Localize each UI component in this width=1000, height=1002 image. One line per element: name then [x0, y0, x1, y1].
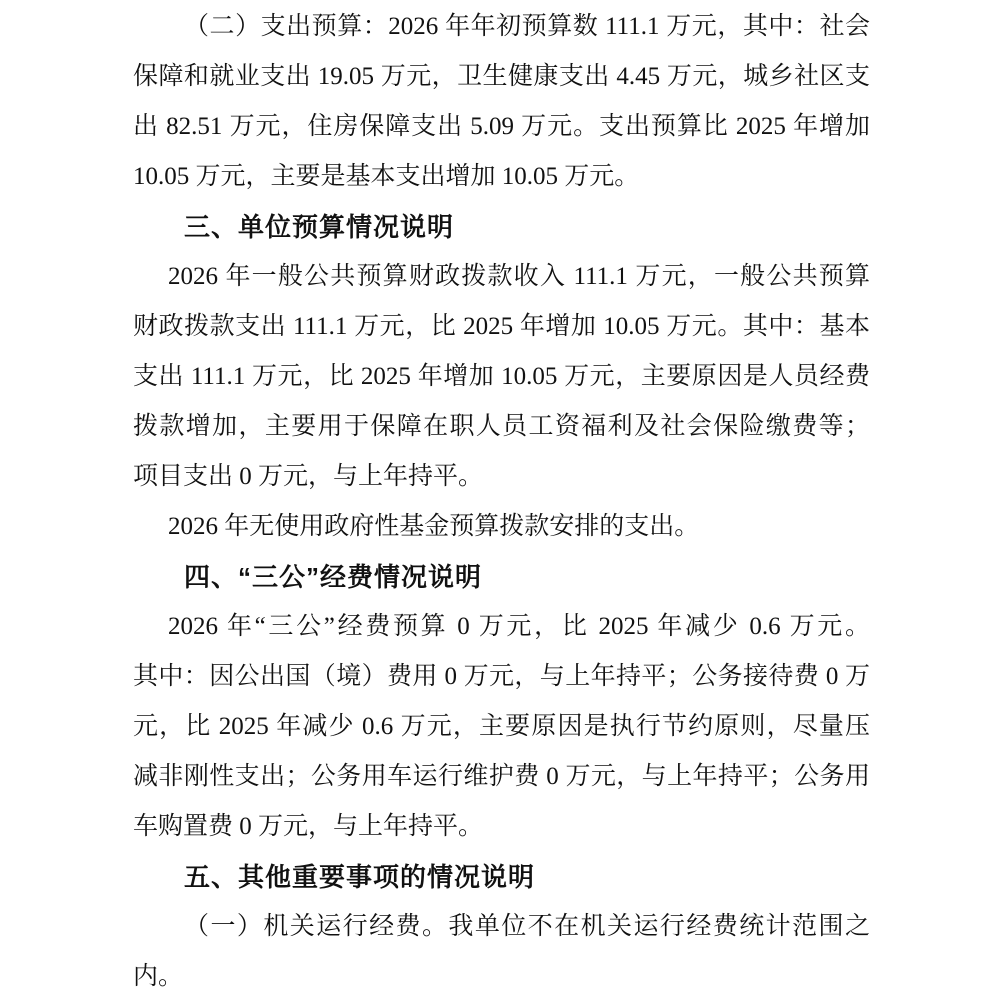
- text-line: 其中：因公出国（境）费用 0 万元，与上年持平；公务接待费 0 万: [133, 663, 870, 690]
- text-line: 财政拨款支出 111.1 万元，比 2025 年增加 10.05 万元。其中：基本: [133, 313, 870, 340]
- text-line: 出 82.51 万元，住房保障支出 5.09 万元。支出预算比 2025 年增加: [133, 113, 870, 140]
- text-line: 项目支出 0 万元，与上年持平。: [133, 463, 484, 490]
- section-heading-5: 五、其他重要事项的情况说明: [184, 862, 536, 892]
- text-line: （二）支出预算：2026 年年初预算数 111.1 万元，其中：社会: [184, 13, 870, 40]
- text-line: 车购置费 0 万元，与上年持平。: [133, 813, 484, 840]
- text-line: 2026 年一般公共预算财政拨款收入 111.1 万元，一般公共预算: [168, 263, 870, 290]
- text-line: 2026 年“三公”经费预算 0 万元，比 2025 年减少 0.6 万元。: [168, 613, 870, 640]
- text-line: 减非刚性支出；公务用车运行维护费 0 万元，与上年持平；公务用: [133, 763, 870, 790]
- text-line: （一）机关运行经费。我单位不在机关运行经费统计范围之: [184, 913, 870, 940]
- text-line: 拨款增加，主要用于保障在职人员工资福利及社会保险缴费等；: [133, 413, 870, 440]
- paragraph-three-public-expenses: [133, 602, 870, 852]
- paragraph-agency-operating-funds: [133, 902, 870, 1002]
- paragraph-unit-budget-explanation: [133, 252, 870, 502]
- text-line: 内。: [133, 963, 184, 990]
- text-line: 保障和就业支出 19.05 万元，卫生健康支出 4.45 万元，城乡社区支: [133, 63, 870, 90]
- text-line: 10.05 万元，主要是基本支出增加 10.05 万元。: [133, 163, 640, 190]
- text-line: 支出 111.1 万元，比 2025 年增加 10.05 万元，主要原因是人员经费: [133, 363, 870, 390]
- paragraph-government-fund: [133, 502, 870, 552]
- text-line: 2026 年无使用政府性基金预算拨款安排的支出。: [168, 513, 700, 540]
- document-content: [133, 2, 870, 1002]
- text-line: 元，比 2025 年减少 0.6 万元，主要原因是执行节约原则，尽量压: [133, 713, 870, 740]
- paragraph-expenditure-budget: [133, 2, 870, 202]
- section-heading-3: 三、单位预算情况说明: [184, 212, 455, 242]
- section-heading-4: 四、“三公”经费情况说明: [184, 562, 483, 592]
